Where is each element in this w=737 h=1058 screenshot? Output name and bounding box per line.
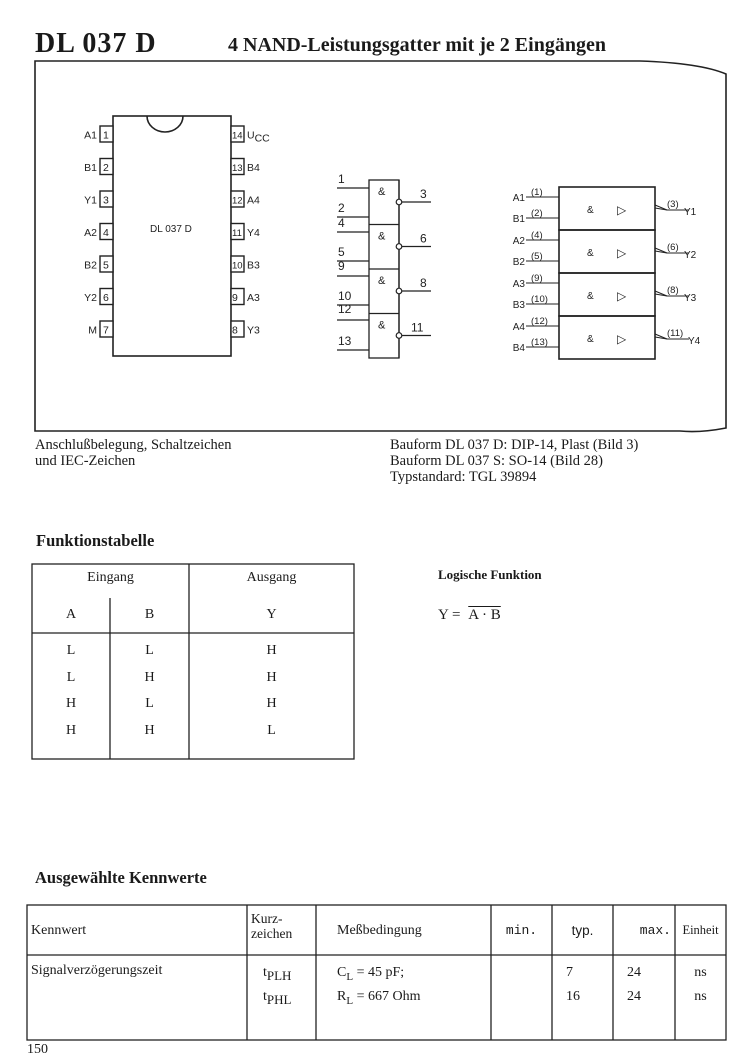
- gate-and-symbol: &: [378, 275, 386, 287]
- pin-left-5: [84, 256, 113, 272]
- iec-gate-box: [559, 187, 655, 230]
- function-table-cell: H: [65, 722, 77, 738]
- schematic-input-pin: 1: [338, 172, 345, 186]
- function-table-col-a: A: [65, 607, 77, 622]
- schematic-input-pin: 4: [338, 216, 345, 230]
- pin-name: A1: [84, 129, 97, 142]
- pin-number: 5: [103, 259, 109, 272]
- pin-name: B1: [84, 162, 97, 174]
- schematic-gate-1: [337, 172, 431, 217]
- pin-number: 11: [232, 228, 242, 239]
- part-description: 4 NAND-Leistungsgatter mit je 2 Eingängen: [228, 34, 606, 56]
- iec-input-pin: (9): [531, 273, 543, 284]
- iec-output-pin: (3): [667, 199, 679, 210]
- schematic-output-pin: 3: [420, 187, 427, 201]
- iec-gate-box: [559, 316, 655, 359]
- schematic-input-pin: 9: [338, 259, 345, 273]
- inverter-bubble: [396, 333, 402, 339]
- typ-value: 16: [566, 989, 580, 1004]
- pin-name: A2: [84, 227, 97, 239]
- iec-output-name: Y4: [688, 336, 701, 347]
- function-table-cell: H: [266, 643, 277, 658]
- kurzzeichen-symbol: tPLH: [263, 965, 292, 983]
- pin-right-14: [231, 126, 270, 145]
- page-number: 150: [27, 1042, 48, 1057]
- caption-right-line3: Typstandard: TGL 39894: [390, 469, 537, 485]
- chip-label: DL 037 D: [150, 224, 192, 235]
- pin-name: Y2: [84, 292, 97, 304]
- iec-output-name: Y3: [684, 293, 697, 304]
- iec-output-name: Y1: [684, 207, 697, 218]
- function-table-cell: H: [144, 669, 155, 685]
- pin-name: Y3: [247, 324, 260, 337]
- iec-input-pin: (2): [531, 208, 543, 219]
- inverter-bubble: [396, 199, 402, 205]
- iec-gate-2: [513, 230, 697, 273]
- pin-right-11: [231, 224, 260, 240]
- iec-input-name: A3: [512, 279, 525, 290]
- schematic-input-pin: 12: [338, 302, 352, 316]
- iec-buffer-symbol: ▷: [617, 203, 627, 217]
- iec-input-pin: (13): [531, 337, 548, 348]
- iec-output-name: Y2: [684, 250, 697, 261]
- pin-left-6: [84, 289, 113, 305]
- messbedingung-line: $R_L = 667$ Ohm: [337, 989, 421, 1007]
- function-table-group-output: Ausgang: [246, 570, 297, 585]
- col-header-messbedingung: Meßbedingung: [337, 923, 422, 938]
- pin-right-9: [231, 289, 260, 305]
- logic-function-equation: [438, 607, 505, 624]
- iec-input-name: B1: [512, 214, 525, 225]
- iec-gate-1: [513, 187, 697, 230]
- diagram-frame: [0, 0, 737, 440]
- function-table-cell: H: [266, 696, 277, 711]
- pin-number: 1: [103, 129, 109, 142]
- schematic-input-pin: 10: [338, 289, 352, 303]
- pin-number: 2: [103, 162, 109, 174]
- logic-rhs: A · B: [468, 607, 501, 623]
- schematic-input-pin: 2: [338, 201, 345, 215]
- caption-right: [390, 437, 638, 485]
- pin-name: B2: [84, 259, 97, 272]
- gate-and-symbol: &: [378, 319, 386, 332]
- pin-name: B4: [247, 162, 260, 174]
- iec-and-symbol: &: [587, 334, 594, 345]
- iec-and-symbol: &: [587, 291, 594, 302]
- function-table-cell: L: [267, 722, 276, 738]
- function-table-title: Funktionstabelle: [36, 531, 155, 550]
- function-table-col-b: B: [144, 607, 155, 622]
- iec-input-pin: (5): [531, 251, 543, 262]
- pin-number: 12: [232, 195, 243, 207]
- iec-gate-box: [559, 273, 655, 316]
- pin-right-10: [231, 256, 260, 272]
- pin-left-4: [84, 224, 113, 240]
- iec-input-pin: (4): [531, 230, 543, 241]
- iec-output-pin: (11): [667, 328, 684, 339]
- part-number-title: DL 037 D: [35, 28, 157, 59]
- pin-number: 7: [103, 324, 109, 337]
- col-header-kennwert: Kennwert: [31, 923, 87, 938]
- einheit-value: ns: [694, 989, 707, 1004]
- iec-input-name: A2: [512, 236, 525, 247]
- max-value: 24: [627, 989, 641, 1004]
- pin-number: 4: [103, 227, 109, 239]
- schematic-gate-4: [337, 302, 431, 350]
- gate-and-symbol: &: [378, 186, 386, 198]
- kurzzeichen-symbol: tPHL: [263, 989, 292, 1007]
- iec-gate-box: [559, 230, 655, 273]
- pin-name: A3: [247, 292, 260, 304]
- function-table-cell: L: [66, 643, 76, 658]
- pin-right-12: [231, 191, 260, 207]
- pin-name: A4: [247, 194, 260, 207]
- messbedingung-line: $C_L = 45$ pF;: [337, 965, 405, 983]
- einheit-value: ns: [694, 965, 707, 980]
- pin-number: 8: [232, 324, 238, 337]
- pin-name: M: [88, 324, 97, 337]
- caption-right-line1: Bauform DL 037 D: DIP-14, Plast (Bild 3): [390, 437, 639, 453]
- schematic-diagram: [337, 172, 431, 358]
- schematic-output-pin: 8: [420, 276, 427, 290]
- dip-pinout: [113, 116, 231, 356]
- iec-input-pin: (10): [531, 294, 548, 305]
- iec-and-symbol: &: [587, 205, 594, 216]
- pin-right-8: [231, 321, 260, 337]
- iec-gate-4: [513, 316, 701, 359]
- iec-output-pin: (8): [667, 285, 679, 296]
- pin-left-1: [84, 126, 113, 142]
- iec-buffer-symbol: ▷: [617, 332, 627, 346]
- inverter-bubble: [396, 244, 402, 250]
- function-table-cell: H: [65, 696, 77, 711]
- caption-left-line1: Anschlußbelegung, Schaltzeichen: [35, 437, 232, 453]
- schematic-gate-3: [337, 259, 431, 305]
- iec-output-pin: (6): [667, 242, 679, 253]
- iec-input-pin: (1): [531, 187, 543, 198]
- chip-notch: [147, 116, 183, 132]
- function-table-cell: L: [145, 643, 154, 658]
- chip-body: [113, 116, 231, 356]
- col-header-min: min.: [505, 923, 538, 938]
- function-table-cell: L: [66, 669, 76, 685]
- col-header-einheit: Einheit: [682, 923, 719, 937]
- iec-input-name: A4: [512, 322, 525, 333]
- iec-input-pin: (12): [531, 316, 548, 327]
- pin-number: 14: [232, 130, 243, 142]
- iec-input-name: B4: [512, 343, 525, 354]
- pin-name: Y4: [247, 227, 260, 239]
- kennwert-cell: Signalverzögerungszeit: [31, 963, 163, 978]
- inverter-bubble: [396, 288, 402, 294]
- iec-and-symbol: &: [587, 248, 594, 259]
- pin-left-3: [84, 191, 113, 207]
- pin-number: 10: [232, 260, 243, 272]
- caption-left: [35, 437, 232, 469]
- iec-buffer-symbol: ▷: [617, 246, 627, 260]
- pin-left-2: [84, 159, 113, 175]
- iec-input-name: B3: [512, 300, 525, 311]
- col-header-kurzzeichen-line2: zeichen: [251, 926, 293, 941]
- schematic-output-pin: 6: [420, 231, 427, 246]
- pin-name: B3: [247, 259, 260, 272]
- pin-number: 6: [103, 292, 109, 304]
- schematic-output-pin: 11: [411, 320, 424, 335]
- col-header-max: max.: [639, 923, 671, 938]
- function-table-cell: L: [145, 696, 154, 711]
- pin-number: 3: [103, 194, 109, 207]
- function-table-cell: H: [144, 722, 155, 738]
- pin-right-13: [231, 159, 260, 175]
- col-header-typ: typ.: [571, 923, 594, 938]
- iec-symbol: [513, 187, 701, 359]
- pin-number: 9: [232, 292, 238, 304]
- logic-function-title: Logische Funktion: [438, 567, 542, 582]
- function-table-cell: H: [266, 669, 277, 685]
- typ-value: 7: [566, 965, 573, 980]
- iec-gate-3: [513, 273, 697, 316]
- schematic-input-pin: 5: [338, 245, 345, 259]
- logic-lhs: Y =: [438, 607, 461, 623]
- pin-left-7: [88, 321, 113, 337]
- schematic-input-pin: 13: [338, 334, 352, 348]
- col-header-kurzzeichen: [251, 911, 292, 941]
- iec-input-name: A1: [512, 193, 525, 204]
- caption-left-line2: und IEC-Zeichen: [35, 453, 136, 469]
- iec-input-name: B2: [512, 257, 525, 268]
- max-value: 24: [627, 965, 641, 980]
- pin-number: 13: [232, 163, 243, 174]
- pin-name: Y1: [84, 194, 97, 207]
- col-header-kurzzeichen-line1: Kurz-: [251, 911, 283, 926]
- pin-name: UCC: [247, 129, 270, 145]
- caption-right-line2: Bauform DL 037 S: SO-14 (Bild 28): [390, 453, 603, 469]
- function-table-col-y: Y: [266, 607, 277, 622]
- function-table-group-input: Eingang: [87, 570, 134, 585]
- iec-buffer-symbol: ▷: [617, 289, 627, 303]
- characteristics-title: Ausgewählte Kennwerte: [35, 868, 207, 887]
- gate-and-symbol: &: [378, 230, 386, 243]
- schematic-gate-2: [337, 216, 431, 261]
